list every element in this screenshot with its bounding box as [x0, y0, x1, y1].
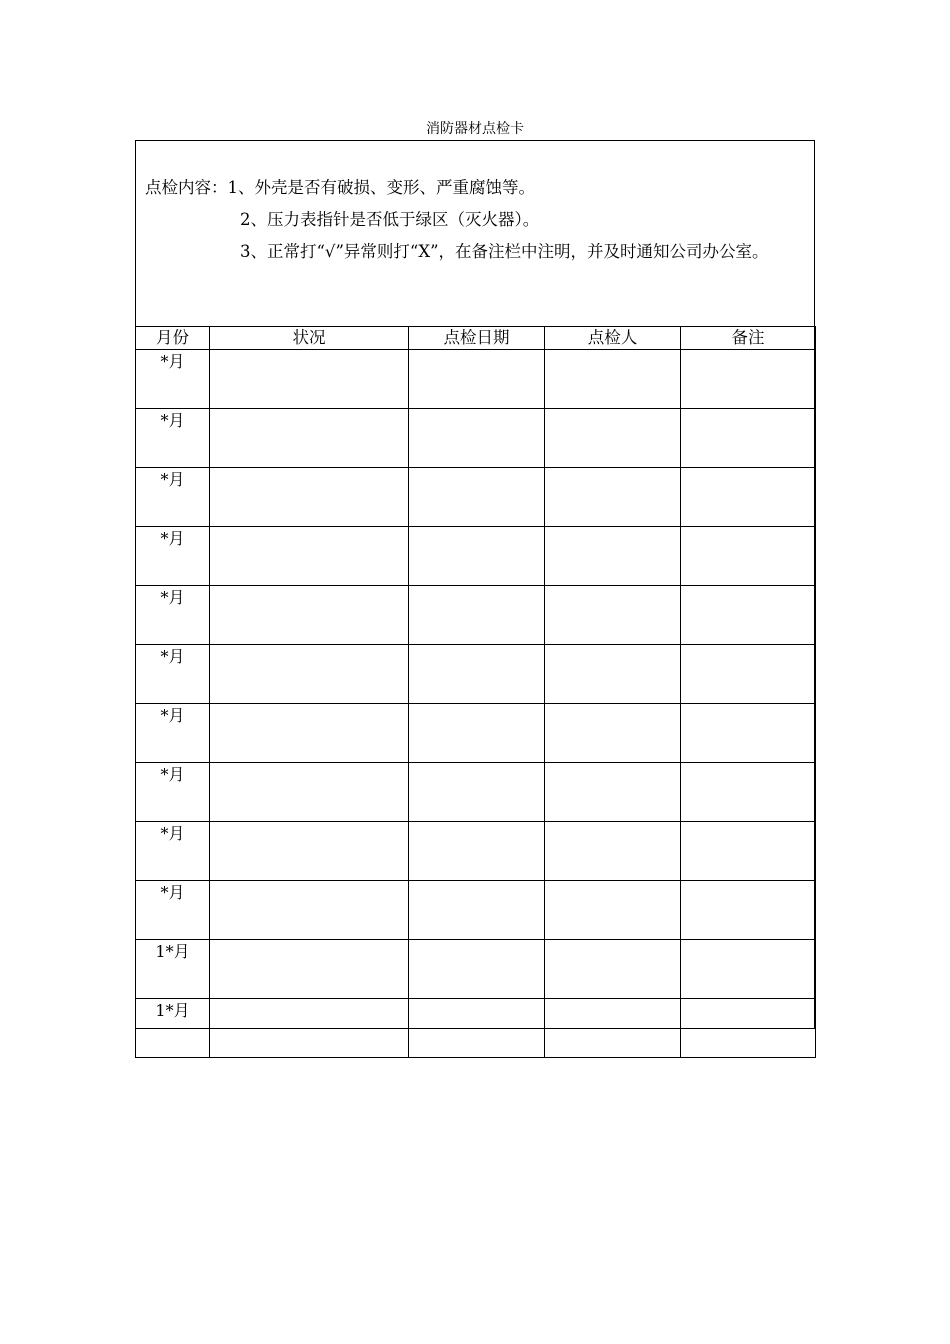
month-cell: *月: [136, 409, 210, 468]
inspection-date-cell[interactable]: [409, 763, 545, 822]
inspector-cell[interactable]: [545, 704, 681, 763]
table-row: [136, 468, 816, 527]
month-cell: 1*月: [136, 940, 210, 999]
inspection-date-cell[interactable]: [409, 468, 545, 527]
inspector-cell[interactable]: [545, 999, 681, 1058]
month-cell: *月: [136, 645, 210, 704]
inspection-date-cell[interactable]: [409, 586, 545, 645]
inspection-date-cell[interactable]: [409, 409, 545, 468]
inspection-date-cell[interactable]: [409, 350, 545, 409]
table-row: [136, 999, 816, 1058]
inspector-cell[interactable]: [545, 763, 681, 822]
month-cell: *月: [136, 763, 210, 822]
header-inspector: 点检人: [545, 327, 681, 350]
inspection-date-cell[interactable]: [409, 527, 545, 586]
instruction-item-2: 2、压力表指针是否低于绿区（灭火器）。: [240, 210, 540, 229]
status-cell[interactable]: [210, 763, 409, 822]
remarks-cell[interactable]: [681, 940, 816, 999]
table-row: [136, 881, 816, 940]
inspection-date-cell[interactable]: [409, 881, 545, 940]
remarks-cell[interactable]: [681, 409, 816, 468]
inspector-cell[interactable]: [545, 822, 681, 881]
month-cell: *月: [136, 350, 210, 409]
inspector-cell[interactable]: [545, 881, 681, 940]
remarks-cell[interactable]: [681, 586, 816, 645]
inspection-date-cell[interactable]: [409, 940, 545, 999]
status-cell[interactable]: [210, 350, 409, 409]
month-cell: 1*月: [136, 999, 210, 1058]
table-row: [136, 763, 816, 822]
status-cell[interactable]: [210, 822, 409, 881]
inspector-cell[interactable]: [545, 645, 681, 704]
table-header-row: [136, 327, 816, 350]
remarks-cell[interactable]: [681, 350, 816, 409]
table-row: [136, 822, 816, 881]
status-cell[interactable]: [210, 645, 409, 704]
month-cell: *月: [136, 468, 210, 527]
status-cell[interactable]: [210, 468, 409, 527]
month-cell: *月: [136, 881, 210, 940]
header-status: 状况: [210, 327, 409, 350]
inspector-cell[interactable]: [545, 586, 681, 645]
instruction-line-1: [145, 172, 807, 204]
table-row: [136, 527, 816, 586]
header-inspection-date: 点检日期: [409, 327, 545, 350]
inspection-form: [135, 140, 815, 1029]
header-remarks: 备注: [681, 327, 816, 350]
instructions-lead: 点检内容：: [145, 178, 228, 197]
remarks-cell[interactable]: [681, 822, 816, 881]
inspector-cell[interactable]: [545, 409, 681, 468]
document-title: 消防器材点检卡: [426, 121, 524, 137]
status-cell[interactable]: [210, 704, 409, 763]
month-cell: *月: [136, 586, 210, 645]
status-cell[interactable]: [210, 527, 409, 586]
instruction-item-3: 3、正常打“√”异常则打“X”，在备注栏中注明，并及时通知公司办公室。: [240, 242, 769, 261]
month-cell: *月: [136, 704, 210, 763]
remarks-cell[interactable]: [681, 527, 816, 586]
inspector-cell[interactable]: [545, 940, 681, 999]
remarks-cell[interactable]: [681, 645, 816, 704]
status-cell[interactable]: [210, 586, 409, 645]
status-cell[interactable]: [210, 999, 409, 1058]
table-row: [136, 940, 816, 999]
table-row: [136, 350, 816, 409]
inspection-date-cell[interactable]: [409, 999, 545, 1058]
inspection-table: [135, 326, 816, 1058]
month-cell: *月: [136, 822, 210, 881]
inspector-cell[interactable]: [545, 350, 681, 409]
status-cell[interactable]: [210, 409, 409, 468]
inspection-date-cell[interactable]: [409, 704, 545, 763]
table-row: [136, 704, 816, 763]
inspection-instructions: [145, 172, 807, 268]
month-cell: *月: [136, 527, 210, 586]
instruction-item-1: 1、外壳是否有破损、变形、严重腐蚀等。: [227, 178, 535, 197]
remarks-cell[interactable]: [681, 704, 816, 763]
remarks-cell[interactable]: [681, 763, 816, 822]
remarks-cell[interactable]: [681, 999, 816, 1058]
header-month: 月份: [136, 327, 210, 350]
table-row: [136, 586, 816, 645]
status-cell[interactable]: [210, 940, 409, 999]
table-body: [136, 350, 816, 1058]
inspector-cell[interactable]: [545, 468, 681, 527]
remarks-cell[interactable]: [681, 468, 816, 527]
inspection-date-cell[interactable]: [409, 645, 545, 704]
remarks-cell[interactable]: [681, 881, 816, 940]
inspector-cell[interactable]: [545, 527, 681, 586]
table-row: [136, 409, 816, 468]
status-cell[interactable]: [210, 881, 409, 940]
table-row: [136, 645, 816, 704]
inspection-date-cell[interactable]: [409, 822, 545, 881]
